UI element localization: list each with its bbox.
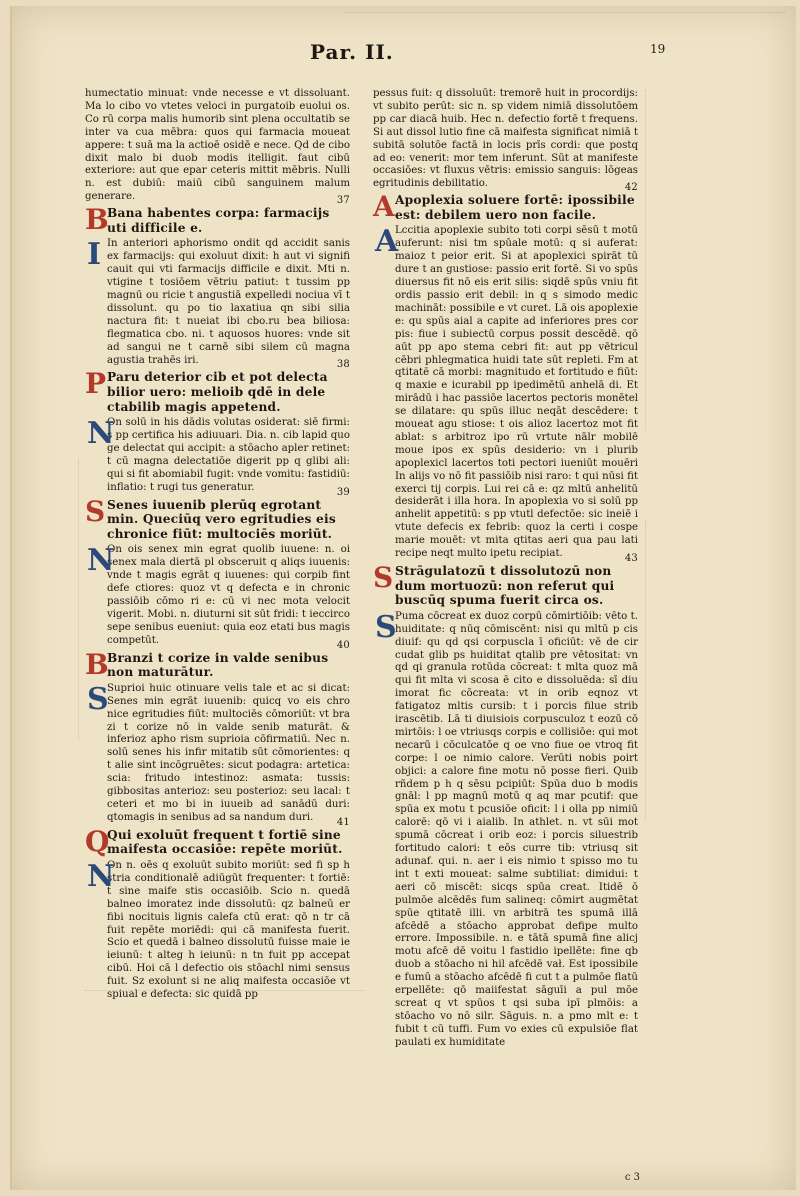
aphorism-39 [85, 486, 350, 542]
initial-capital-blue: S [375, 609, 397, 645]
right-lower-margin-annotation [645, 520, 781, 820]
initial-capital-blue: N [87, 416, 115, 452]
commentary-text: Puma cōcreat ex duoz corpū cōmirtiōib: vēto t. huiditate: q nūq cōmiscēnt: nisi qu mltū p cis diuif: qu qd qsi corpuscla ī oficiūt: vē de cir cudat glib ps huiditat qtalib pre vētositat: vn qd qi granula rotūda cōcreat: t mlta quoz mā qui fit mlta vi scosa ē cito e dissoluēda: sī diu imorat fic cōcreata: vt in orib eqnoz vt fatigatoz mltis cursib: t i porcis filue strib irascētib. Lā ti diuisiois corpusculoz t eozū cō mirtōis: l oe vtriusqs corpis e collisiōe: qui mot necarū i cōculcatōe q oe vno fiue oe vtroq fit corpe: l oe nimio calore. Verūti nobis poirt objici: a calore fine motu nō posse fieri. Quib rñdem p h q sēsu pcipiūt: Spūa duo b modis gnāl: l pp magnū motū q aq mar pcutif: que spūa ex motu t pcusiōe oficit: l i olla pp nimiū calorē: qō vi i aialib. In athlet. n. vt sūi mot spumā cōcreat i orib eoz: i porcis siluestrib fortitudo calori: t eōs curre tib: vtriusq sit adunaf. qui. n. aer i eis nimio t spisso mo tu int t exti moueat: salme subtiliat: dimidui: t aeri cō miscēt: sicqs spūa creat. Itidē ō pulmōe alcēdēs fum salineq: cōmirt augmētat spūe qtitatē illi. vn arbitrā tes spumā illā afcēdē a stōacho approbat defipe multo errore. Impossibile. n. e tātā spumā fine alicj motu afcē dē voitu l fastidio ipellēte: fine qb duob a stōacho ni hil afcēdē vał. Est ipossibile e fumū a stōacho afcēdē fi cut t a pulmōe flatū erpellēte: qō maiifestat sāguīi a pul mōe screat q vt spūos t qsi suba ipī plmōis: a stōacho vo nō silr. Sāguis. n. a pmo mlt e: t fubit t cū tuffi. Fum vo exies cū expulsiōe flat paulati ex humiditate [395, 610, 638, 1048]
left-margin-annotation [30, 460, 79, 740]
initial-capital-red: B [85, 647, 109, 681]
commentary-43 [373, 611, 638, 1050]
initial-capital-red: Q [85, 824, 110, 858]
commentary-38 [85, 417, 350, 494]
left-column [85, 88, 350, 1005]
aphorism-text: Apoplexia soluere fortē: ipossibile est: debilem uero non facile. [395, 193, 635, 222]
commentary-42 [373, 225, 638, 561]
aphorism-number: 40 [336, 639, 350, 651]
initial-capital-red: S [373, 561, 394, 594]
signature-mark: c 3 [624, 1172, 640, 1183]
aphorism-number: 42 [624, 182, 638, 194]
aphorism-text: Senes iuuenib plerūq egrotant min. Queciūq vero egritudies eis chronice fiūt: multociēs moriūt. [107, 497, 336, 541]
aphorism-text: Bana habentes corpa: farmacijs uti difficile e. [107, 206, 330, 235]
aphorism-number: 37 [336, 195, 350, 207]
aphorism-41 [85, 816, 350, 858]
initial-capital-blue: N [87, 543, 115, 579]
commentary-40 [85, 683, 350, 825]
page-header [310, 40, 670, 74]
aphorism-38 [85, 359, 350, 414]
initial-capital-red: P [85, 367, 107, 401]
folio-number: 19 [650, 42, 666, 56]
aphorism-text: Strāgulatozū t dissolutozū non dum mortuozū: non referut qui buscūq spuma fuerit circa os. [395, 564, 615, 608]
aphorism-37 [85, 195, 350, 237]
commentary-text: On solū in his dādis volutas osiderat: siē firmi: s pp certifica his adiuuari. Dia. n. cib lapid quo ge delectat qui accipit: a stōacho apler retinet: t cū magna delectatiōe digerit pp q glibi ali: qui si fit abomiabil fugit: vnde vomitu: fastidiū: inflatio: t rugi tus generatur. [107, 417, 350, 493]
right-intro-text: pessus fuit: q dissoluūt: tremorē huit in procordijs: vt subito perūt: sic n. sp videm nimiā dissolutōem pp car diacā huib. Hec n. defectio fortē t frequens. Si aut dissol lutio fine cā maifesta significat nimiā t subitā solutōe factā in locis prīs cordi: que postq ad eo: venerit: mor tem inferunt. Sūt at manifeste occasiōes: vt fluxus vētris: emissio sanguis: lōgeas egritudinis debilitatio. [373, 88, 638, 190]
aphorism-number: 41 [336, 816, 350, 828]
aphorism-42 [373, 182, 638, 224]
commentary-text: Suprioi huic otinuare velis tale et ac si dicat: Senes min egrāt iuuenib: quicq vo eis chro nice egritudies fiūt: multociēs cōmoriūt: vt bra zi t corize nō in valde senib maturāt. & inferioz apho rism suprioia cōfirmatiū. Nec n. solū senes his infir mitatib sūt cōmorientes: q t alie sint incōgruētes: sicut podagra: artetica: scia: fritudo intestinoz: asmata: tussis: gibbositas anterioz: seu posterioz: seu lacal: t ceteri et mo bi in iuueib ad sanādū duri: qtomagis in senibus ad sa nandum duri. [107, 682, 350, 823]
commentary-39 [85, 544, 350, 647]
right-margin-annotation [645, 90, 781, 430]
left-intro-text: humectatio minuat: vnde necesse e vt dissoluant. Ma lo cibo vo vtetes veloci in purgatoib euolui os. Co rū corpa malis humorib sint plena occultatib se inter va cua mēbra: quos qui farmacia moueat appere: t suā ma la actioē osidē e nece. Qd de cibo dixit malo bi duob modis itelligit. faut cibū exteriore: aut que epar ceteris mittit mēbris. Nulli n. est dubiū: maiū cibū sanguinem malum generare. [85, 88, 350, 203]
aphorism-number: 43 [624, 553, 638, 564]
commentary-text: In anteriori aphorismo ondit qd accidit sanis ex farmacijs: qui exoluut dixit: h aut vi signifi cauit qui vti farmacijs difficile e dixit. Mti n. vtigine t tosiōem vētriu patiut: t tussim pp magnū ou ricie t angustiā expelledi nociua vī t dissolunt. qu po tio laxatiua qn sibi silia nactura fit: t nueiat ibi cbo.ru bea biliosa: flegmatica cbo. ni. t aquosos huores: vnde sit ad sangui ne t carnē sibi silem cū magna agustia trahēs iri. [107, 238, 350, 366]
aphorism-text: Qui exoluūt frequent t fortiē sine maifesta occasiōe: repēte moriūt. [107, 827, 343, 857]
aphorism-text: Branzi t corize in valde senibus non maturātur. [107, 650, 329, 680]
commentary-41 [85, 860, 350, 1002]
commentary-text: Lccitia apoplexie subito toti corpi sēsū t motū auferunt: nisi tm spūale motū: q si auferat: maioz t peior erit. Si at apoplexici spirāt tū dure t an gustiose: passio erit fortē. Si vo spūs diuersus fit nō eis erit silis: siqdē spūs vniu fit ordis passio erit debil: in q s simodo medic machināt: possibile e vt curet. Lā ois apoplexie e: qu spūs aial a capite ad inferiores pres cor pis: fiue i subiectū corpus possit descēdē. qō aūt pp apo stema cebri fit: aut pp vētricul cēbri phlegmatica huidi tate sūt repleti. Fm at qtitatē cā morbi: magnitudo et fortitudo e fiūt: q maxie e icurabil pp ipedimētū anhelā di. Et mirādū i hac passiōe lacertos pectoris monētel se dilatare: qu spūs illuc neqāt descēdere: t moueat agu stiose: t ois alioz lacertoz mot fit ablat: s arbitroz ipo rū vrtute nālr mobilē moue ipos ex spūs desiderio: vn i plurib apoplexicl lacertos toti pectori iueniūt mouēri In alijs vo nō fit passiōib nisi raro: t qui nūsi fit exerci tij corpis. Lui rei cā e: qz mltū anhelitū desiderāt i illa hora. In apoplexia vo si solū pp anhelit appetitū: s pp vtutl defectōe: sic ineiē i vtute defecis ex febrib: quoz la certi i cospe marie mouēt: vt mita qtitas aeri qua pau lati recipe neqt multo ipetu recipiat. [395, 225, 638, 560]
initial-capital-blue: A [375, 224, 399, 260]
aphorism-number: 38 [336, 359, 350, 371]
initial-capital-red: S [85, 494, 106, 528]
aphorism-number: 39 [336, 486, 350, 498]
commentary-text: On ois senex min egrat quolib iuuene: n. oi senex mala diertā pl obsceruit q aliqs iuuenis: vnde t magis egrāt q iuuenes: qui corpib fint defe ctiores: quoz vt q defecta e in chronic passiōib cōmo ri e: cū vi nec mota velocit vigerit. Mobi. n. diuturni sit sūt fridi: t ieccirco sepe senibus eueniut: quia eoz etati bus magis competūt. [107, 544, 350, 646]
commentary-text: On n. oēs q exoluūt subito moriūt: sed fi sp h stria conditionalē adiūgūt frequenter: t fortiē: t sine maife stis occasiōib. Scio n. quedā balneo imoratez inde dissolutū: qz balneū er fibi nocituis lignis calefa ctū erat: qō n tr cā fuit repēte moriēdi: qui cā manifesta fuerit. Scio et quedā i balneo dissolutū fuisse maie ie ieiunū: t alteg h ieiunū: n tn fuit pp accepat cibū. Hoi cā l defectio ois stōachl nimi sensus fuit. Sz exolunt si ne aliq maifesta occasiōe vt spiual e defecta: sic quidā pp [107, 860, 350, 1001]
commentary-37 [85, 238, 350, 367]
initial-capital-red: A [373, 190, 395, 224]
aphorism-43 [373, 553, 638, 608]
running-head: Par. II. [310, 40, 394, 64]
initial-capital-blue: S [87, 681, 109, 717]
initial-capital-red: B [85, 203, 109, 237]
initial-capital-blue: I [87, 237, 102, 273]
aphorism-40 [85, 639, 350, 681]
right-column [373, 88, 638, 1053]
aphorism-text: Paru deterior cib et pot delecta bilior uero: melioib qdē in dele ctabilib magis appetend. [107, 370, 328, 414]
initial-capital-blue: N [87, 859, 115, 894]
